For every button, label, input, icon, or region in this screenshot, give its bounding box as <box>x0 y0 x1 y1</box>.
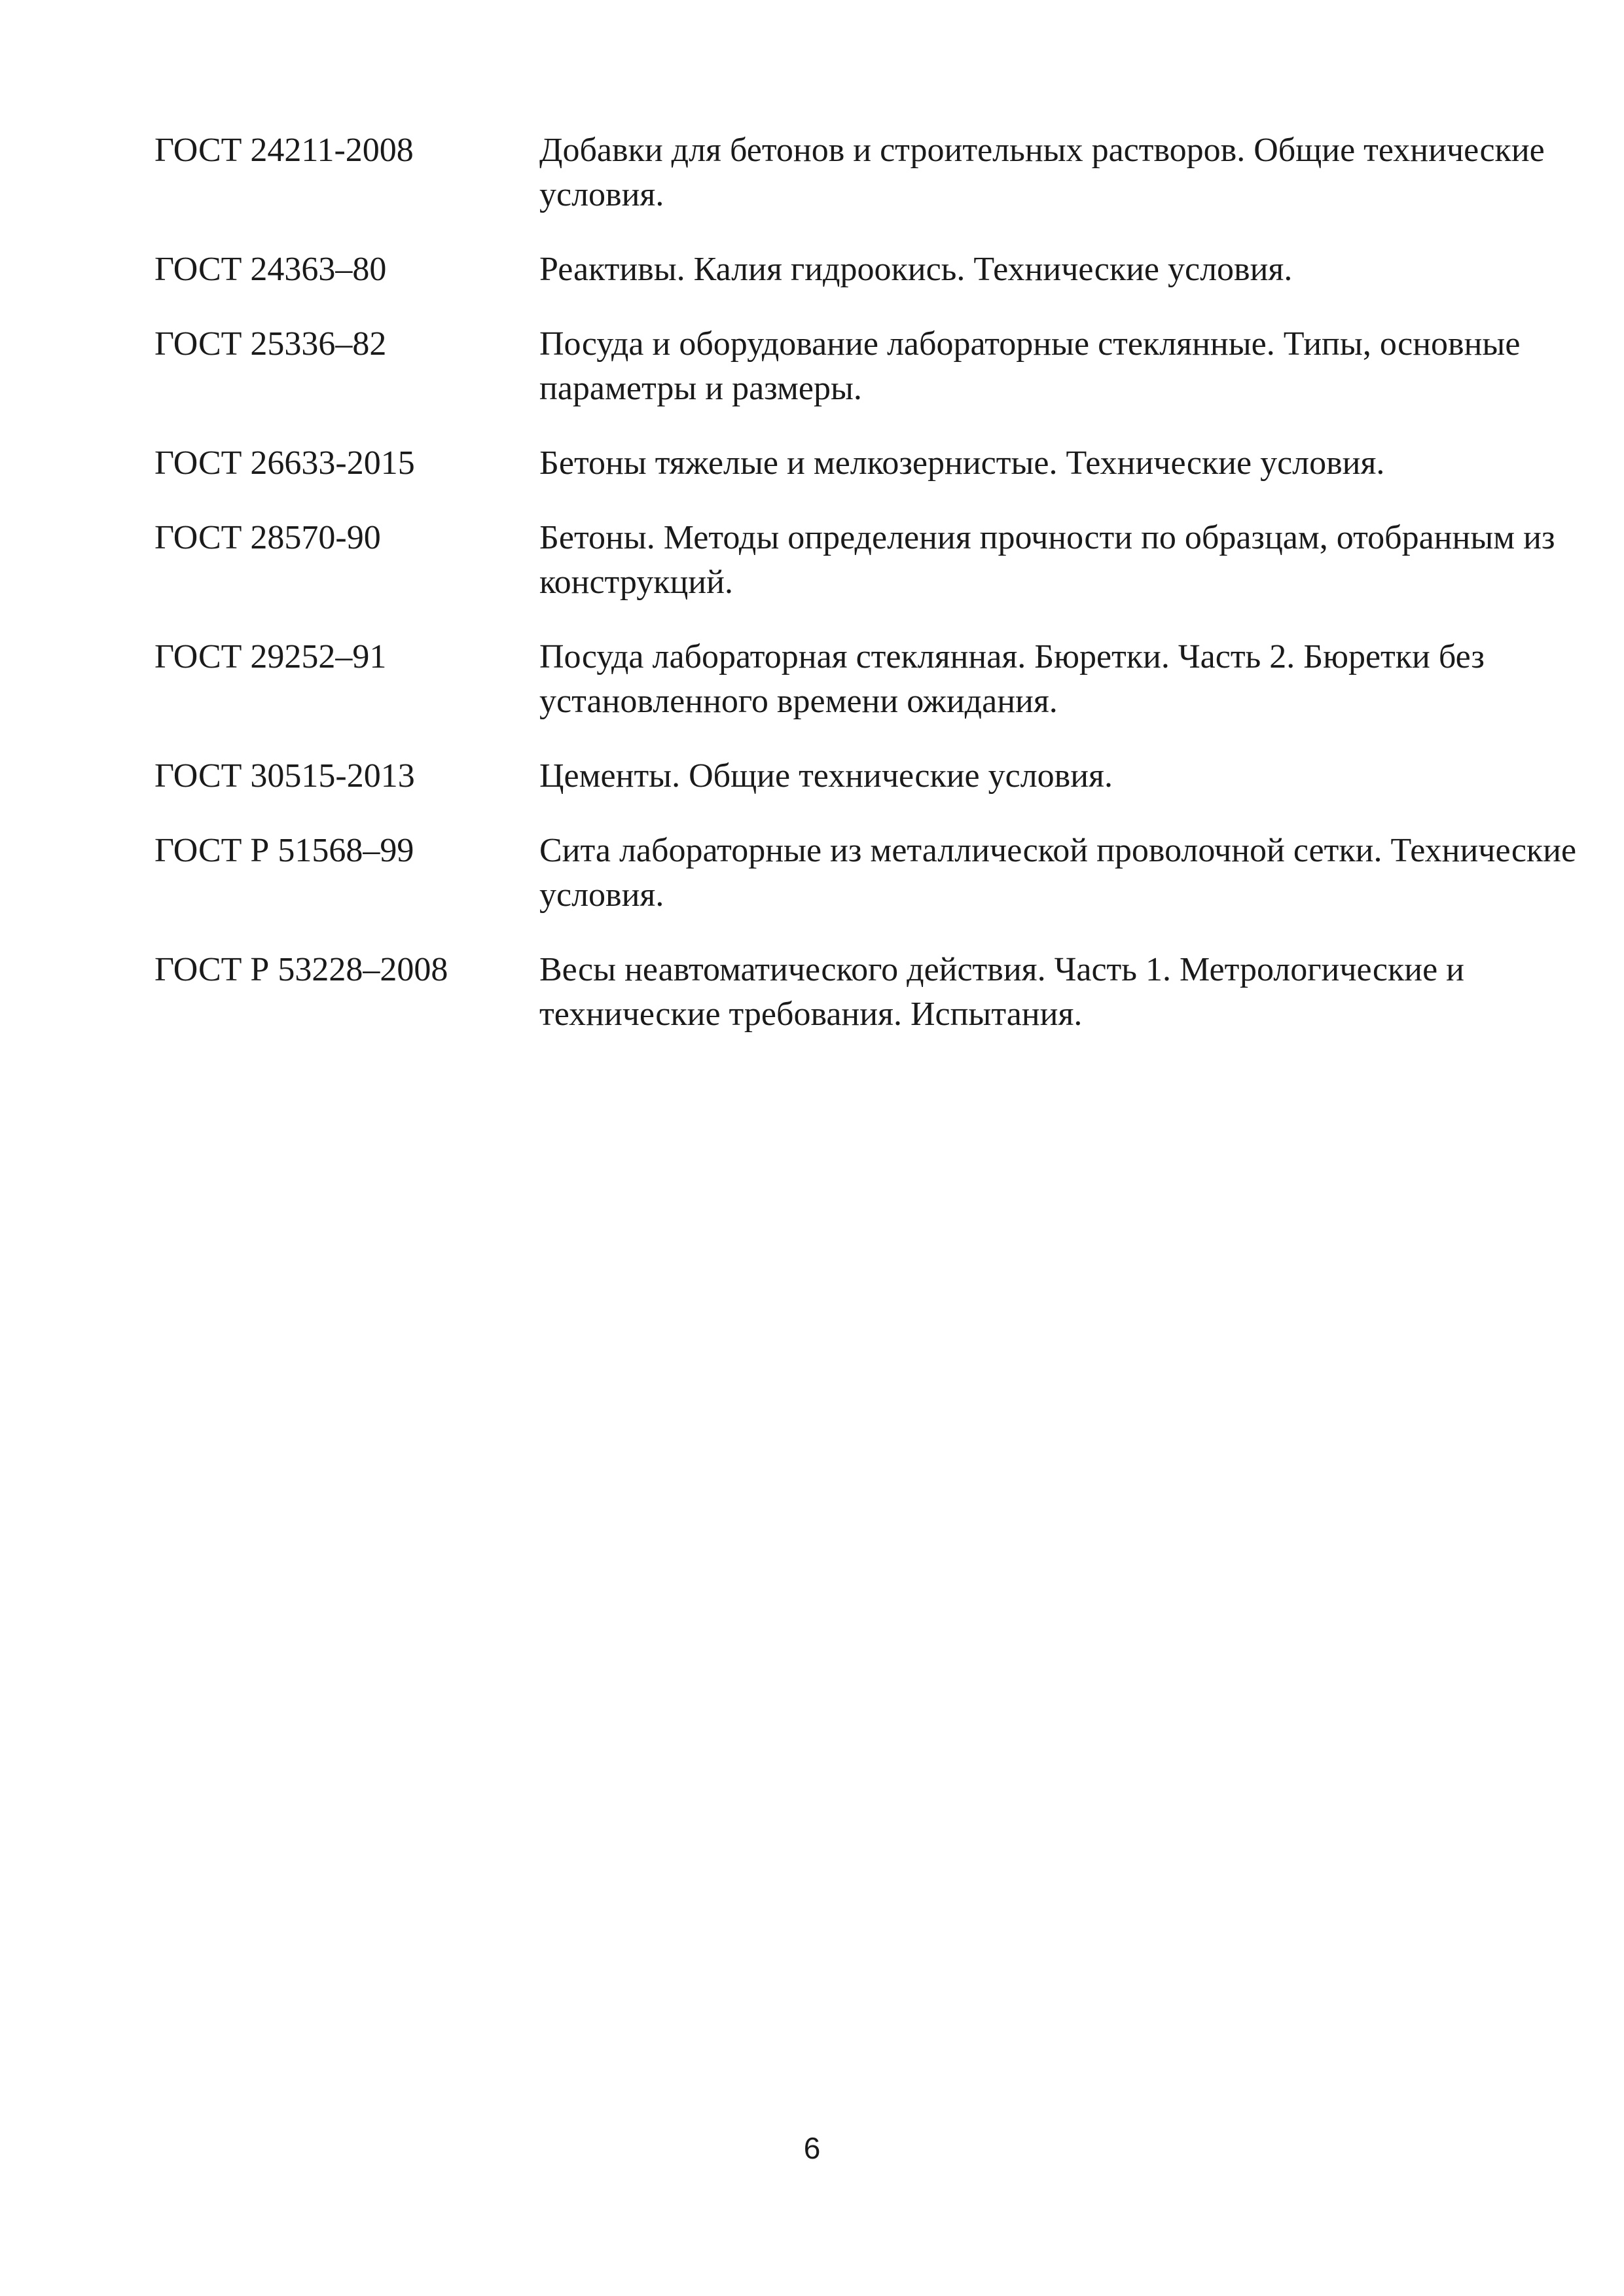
reference-row <box>154 247 1581 292</box>
reference-title: Бетоны тяжелые и мелкозернистые. Технические условия. <box>539 444 1385 482</box>
reference-title: Цементы. Общие технические условия. <box>539 757 1113 795</box>
reference-row <box>154 516 1581 605</box>
reference-row <box>154 948 1581 1037</box>
reference-title: Сита лабораторные из металлической проволочной сетки. Технические условия. <box>539 832 1577 914</box>
reference-code: ГОСТ 30515-2013 <box>154 757 415 795</box>
reference-title: Бетоны. Методы определения прочности по образцам, отобранным из конструкций. <box>539 519 1555 601</box>
reference-title: Посуда лабораторная стеклянная. Бюретки. Часть 2. Бюретки без установленного времени ожидания. <box>539 638 1485 720</box>
reference-row <box>154 635 1581 724</box>
page-number: 6 <box>803 2131 821 2165</box>
reference-title: Добавки для бетонов и строительных растворов. Общие технические условия. <box>539 132 1545 213</box>
reference-title: Реактивы. Калия гидроокись. Технические условия. <box>539 251 1293 288</box>
reference-code: ГОСТ 28570-90 <box>154 519 381 556</box>
reference-code: ГОСТ 24211-2008 <box>154 132 414 169</box>
reference-row <box>154 322 1581 411</box>
reference-code: ГОСТ 25336–82 <box>154 325 387 363</box>
reference-code: ГОСТ Р 51568–99 <box>154 832 414 869</box>
reference-code: ГОСТ Р 53228–2008 <box>154 951 448 988</box>
reference-row <box>154 128 1581 217</box>
normative-references-list <box>154 128 1581 1067</box>
reference-code: ГОСТ 26633-2015 <box>154 444 415 482</box>
reference-row <box>154 829 1581 918</box>
reference-title: Посуда и оборудование лабораторные стеклянные. Типы, основные параметры и размеры. <box>539 325 1521 407</box>
reference-code: ГОСТ 29252–91 <box>154 638 387 675</box>
reference-code: ГОСТ 24363–80 <box>154 251 387 288</box>
reference-row <box>154 441 1581 486</box>
reference-row <box>154 754 1581 798</box>
reference-title: Весы неавтоматического действия. Часть 1. Метрологические и технические требования. Испытания. <box>539 951 1464 1033</box>
